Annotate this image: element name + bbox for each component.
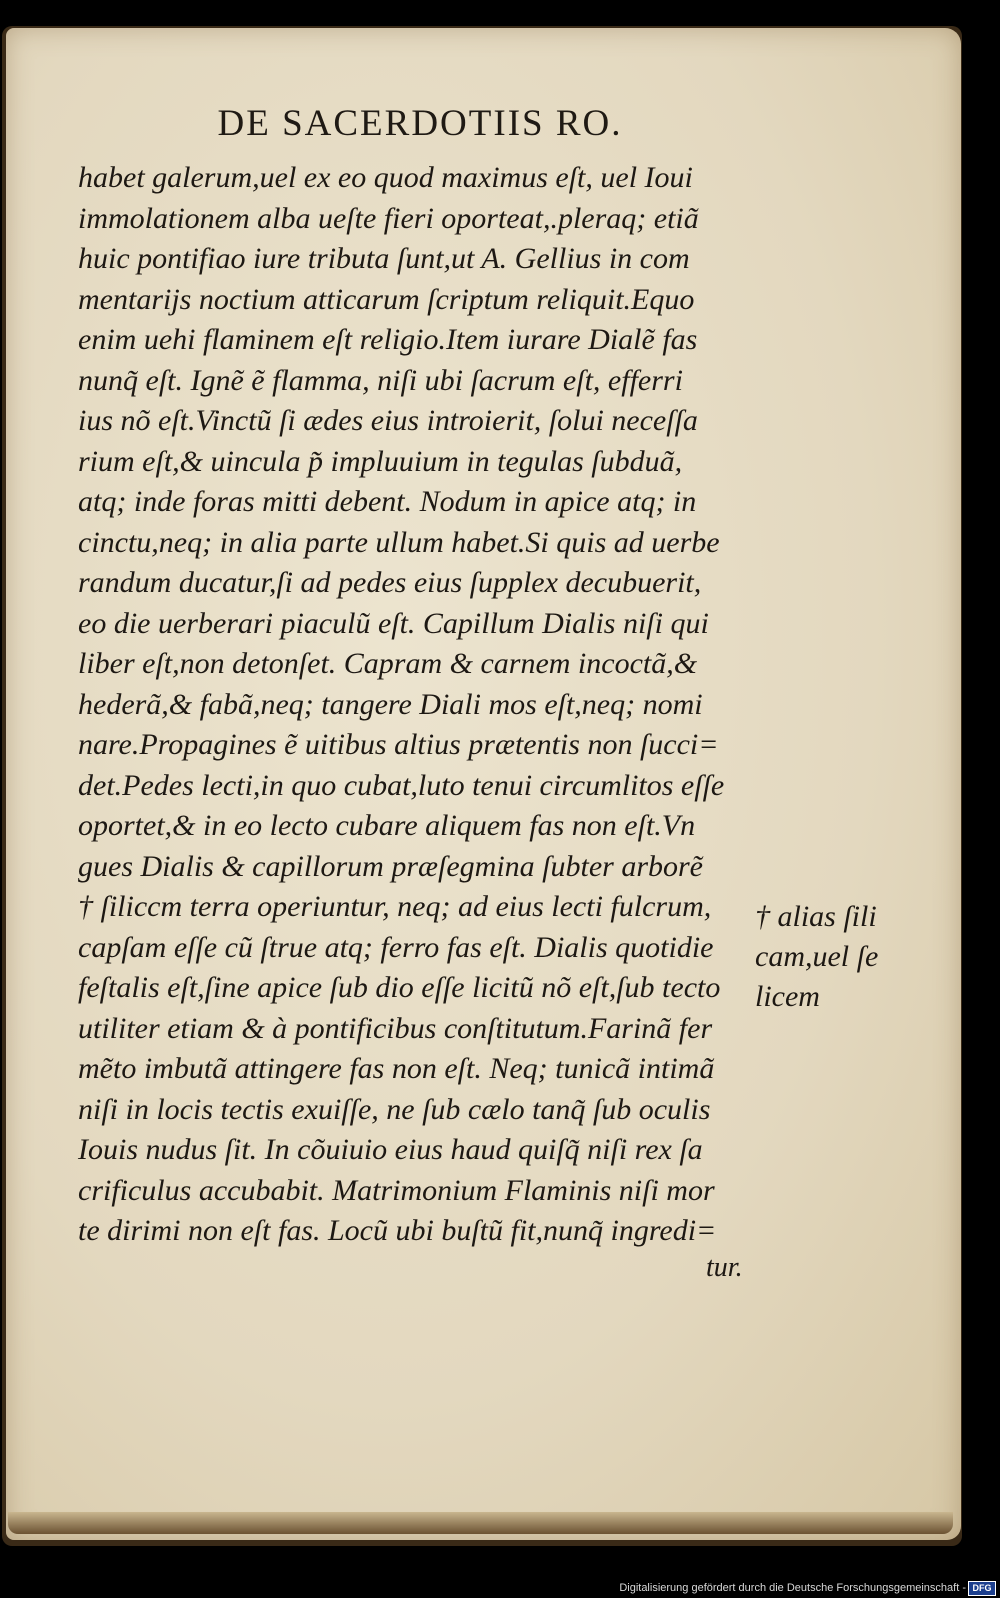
margin-note <box>755 897 895 1017</box>
text-line: mentarijs noctium atticarum ſcriptum reliquit.Equo <box>78 282 695 316</box>
text-line: Iouis nudus ſit. In cõuiuio eius haud quiſq̃ niſi rex ſa <box>78 1133 703 1166</box>
text-line: randum ducatur,ſi ad pedes eius ſupplex decubuerit, <box>78 566 702 599</box>
margin-note-line: licem <box>755 980 820 1013</box>
text-line: mẽto imbutã attingere fas non eſt. Neq; tunicã intimã <box>78 1052 715 1085</box>
text-line: immolationem alba ueſte fieri oporteat,.pleraq; etiã <box>78 201 699 235</box>
dfg-logo: DFG <box>968 1581 996 1596</box>
text-line: eo die uerberari piaculũ eſt. Capillum Dialis niſi qui <box>78 606 709 640</box>
text-line: crificulus accubabit. Matrimonium Flaminis niſi mor <box>78 1173 715 1207</box>
text-line: utiliter etiam & à pontificibus conſtitutum.Farinã fer <box>78 1011 713 1045</box>
text-line: rium eſt,& uincula p̃ impluuium in tegulas ſubduã, <box>78 444 683 478</box>
text-line: oportet,& in eo lecto cubare aliquem fas non eſt.Vn <box>78 809 696 842</box>
text-line: te dirimi non eſt fas. Locũ ubi buſtũ fit,nunq̃ ingredi= <box>78 1214 717 1247</box>
text-line: nare.Propagines ẽ uitibus altius prætentis non ſucci= <box>78 728 719 761</box>
text-line: liber eſt,non detonſet. Capram & carnem incoctã,& <box>78 647 698 680</box>
main-text-block <box>78 158 768 1252</box>
page-bottom-edge <box>8 1512 953 1534</box>
text-line: ius nõ eſt.Vinctũ ſi ædes eius introierit, ſolui neceſſa <box>78 404 698 437</box>
catchword: tur. <box>706 1252 743 1283</box>
text-line: † ſiliccm terra operiuntur, neq; ad eius lecti fulcrum, <box>78 890 712 923</box>
text-line: habet galerum,uel ex eo quod maximus eſt, uel Ioui <box>78 161 693 194</box>
footer-credit: Digitalisierung gefördert durch die Deutsche Forschungsgemeinschaft - <box>619 1582 966 1594</box>
text-line: nunq̃ eſt. Ignẽ ẽ flamma, niſi ubi ſacrum eſt, efferri <box>78 363 683 397</box>
running-head: DE SACERDOTIIS RO. <box>217 103 623 144</box>
text-line: feſtalis eſt,ſine apice ſub dio eſſe licitũ nõ eſt,ſub tecto <box>78 971 721 1004</box>
text-line: det.Pedes lecti,in quo cubat,luto tenui circumlitos eſſe <box>78 768 725 802</box>
text-line: niſi in locis tectis exuiſſe, ne ſub cælo tanq̃ ſub oculis <box>78 1092 711 1126</box>
text-line: enim uehi flaminem eſt religio.Item iurare Dialẽ fas <box>78 323 698 356</box>
text-line: hederã,& fabã,neq; tangere Diali mos eſt,neq; nomi <box>78 687 703 721</box>
margin-note-line: † alias ſili <box>755 900 877 933</box>
text-line: huic pontifiao iure tributa ſunt,ut A. Gellius in com <box>78 242 690 275</box>
margin-note-line: cam,uel ſe <box>755 940 879 973</box>
text-line: gues Dialis & capillorum præſegmina ſubter arborẽ <box>78 849 703 883</box>
text-line: atq; inde foras mitti debent. Nodum in apice atq; in <box>78 485 697 518</box>
text-line: cinctu,neq; in alia parte ullum habet.Si quis ad uerbe <box>78 525 720 559</box>
text-line: capſam eſſe cũ ſtrue atq; ferro fas eſt. Dialis quotidie <box>78 930 714 964</box>
